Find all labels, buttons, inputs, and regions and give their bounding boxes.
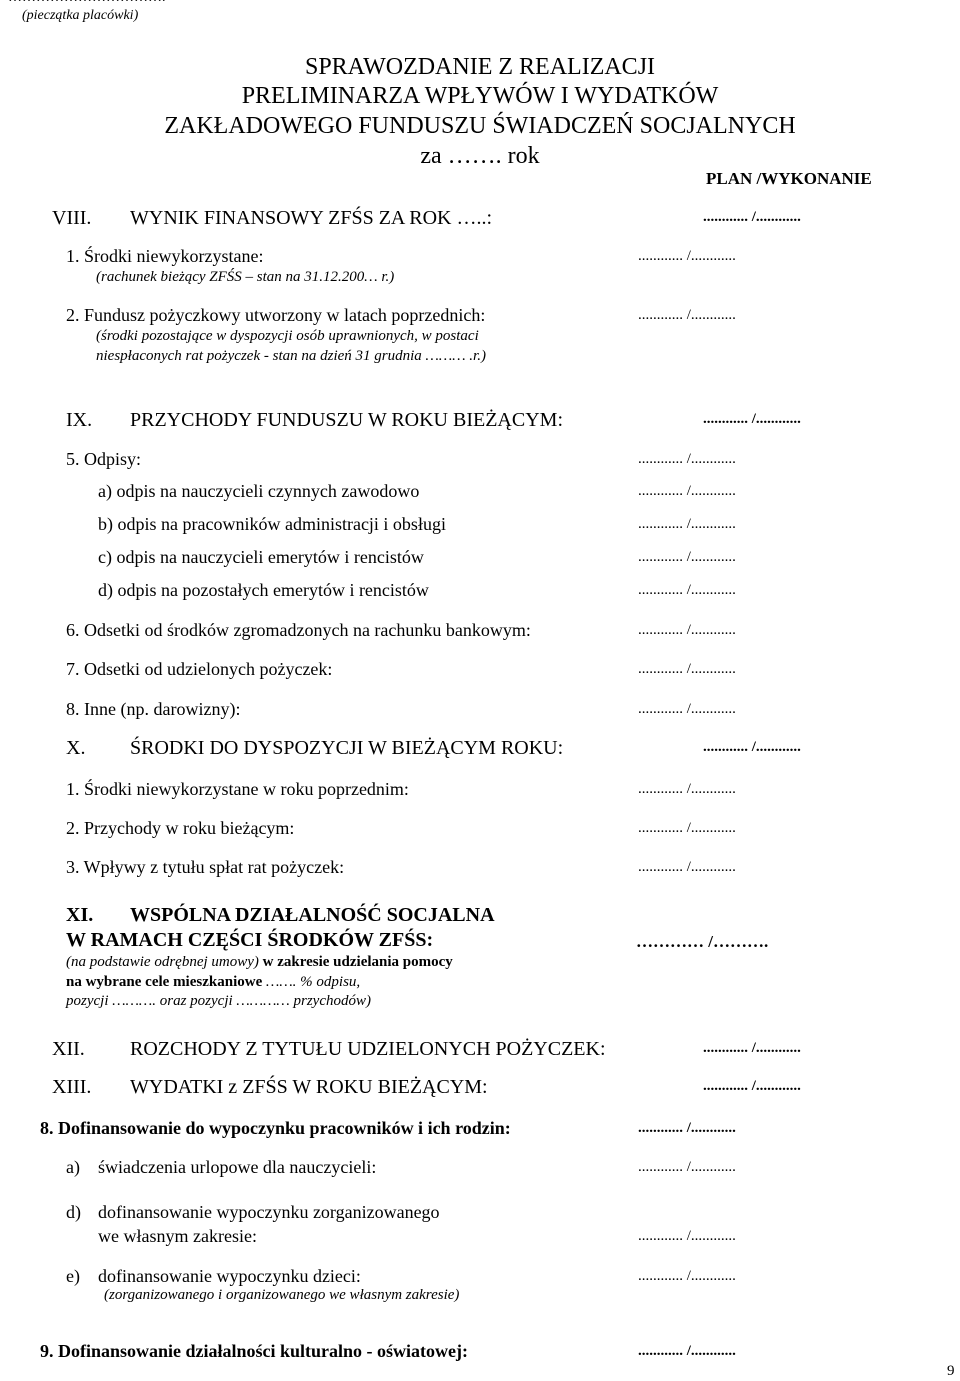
x-1-label: 1. Środki niewykorzystane w roku poprzednim: xyxy=(66,779,409,799)
stamp-dots xyxy=(8,0,166,5)
xi-note-1 xyxy=(66,955,453,970)
section-xi-value: ………… /………. xyxy=(636,932,769,951)
ix-5-label: 5. Odpisy: xyxy=(66,449,142,469)
section-xi-number: XI. xyxy=(66,904,94,926)
viii-1-value: ............ /............ xyxy=(638,248,736,264)
xiii-8-value: ............ /............ xyxy=(638,1120,736,1136)
section-x-number: X. xyxy=(66,737,86,759)
xiii-a-label: świadczenia urlopowe dla nauczycieli: xyxy=(98,1157,377,1177)
x-1-value: ............ /............ xyxy=(638,781,736,797)
section-viii-number: VIII. xyxy=(52,207,92,229)
x-3-label: 3. Wpływy z tytułu spłat rat pożyczek: xyxy=(66,857,345,877)
x-2-value: ............ /............ xyxy=(638,820,736,836)
section-x-title: ŚRODKI DO DYSPOZYCJI W BIEŻĄCYM ROKU: xyxy=(130,737,564,759)
viii-2-note-2: niespłaconych rat pożyczek - stan na dzień 31 grudnia ……… .r.) xyxy=(96,348,486,364)
xi-note-2 xyxy=(66,975,360,990)
section-xiii-number: XIII. xyxy=(52,1076,92,1098)
section-xi-title-2: W RAMACH CZĘŚCI ŚRODKÓW ZFŚS: xyxy=(66,929,434,951)
ix-7-value: ............ /............ xyxy=(638,661,736,677)
xiii-e-value: ............ /............ xyxy=(638,1268,736,1284)
xi-note-1b: w zakresie udzielania pomocy xyxy=(262,954,453,970)
ix-6-value: ............ /............ xyxy=(638,622,736,638)
viii-1-label: 1. Środki niewykorzystane: xyxy=(66,246,264,266)
section-xi-title-1: WSPÓLNA DZIAŁALNOŚĆ SOCJALNA xyxy=(130,904,495,926)
ix-5d-value: ............ /............ xyxy=(638,582,736,598)
xiii-e-note: (zorganizowanego i organizowanego we własnym zakresie) xyxy=(104,1287,460,1303)
xiii-a-letter: a) xyxy=(66,1157,80,1177)
section-viii-title: WYNIK FINANSOWY ZFŚS ZA ROK …..: xyxy=(130,207,493,229)
ix-5c-value: ............ /............ xyxy=(638,549,736,565)
ix-5d-label: d) odpis na pozostałych emerytów i rencistów xyxy=(98,580,429,600)
section-xii-title: ROZCHODY Z TYTUŁU UDZIELONYCH POŻYCZEK: xyxy=(130,1038,606,1060)
xiii-d-label-1: dofinansowanie wypoczynku zorganizowanego xyxy=(98,1202,440,1222)
xiii-d-letter: d) xyxy=(66,1202,81,1222)
title-line-4: za ……. rok xyxy=(420,143,540,169)
section-xiii-title: WYDATKI z ZFŚS W ROKU BIEŻĄCYM: xyxy=(130,1076,488,1098)
xi-note-1a: (na podstawie odrębnej umowy) xyxy=(66,954,263,970)
xiii-9-value: ............ /............ xyxy=(638,1343,736,1359)
ix-5a-value: ............ /............ xyxy=(638,483,736,499)
ix-5-value: ............ /............ xyxy=(638,451,736,467)
xiii-d-value: ............ /............ xyxy=(638,1228,736,1244)
section-xii-value: ............ /............ xyxy=(703,1040,801,1056)
section-ix-title: PRZYCHODY FUNDUSZU W ROKU BIEŻĄCYM: xyxy=(130,409,563,431)
xi-note-3: pozycji ………. oraz pozycji ………… przychodów) xyxy=(66,993,372,1009)
ix-5a-label: a) odpis na nauczycieli czynnych zawodowo xyxy=(98,481,420,501)
section-viii-value: ............ /............ xyxy=(703,209,801,225)
xi-note-2b: ……. % odpisu, xyxy=(262,974,361,990)
section-xiii-value: ............ /............ xyxy=(703,1078,801,1094)
title-line-2: PRELIMINARZA WPŁYWÓW I WYDATKÓW xyxy=(241,83,719,109)
plan-label: PLAN /WYKONANIE xyxy=(706,169,872,188)
viii-2-note-1: (środki pozostające w dyspozycji osób uprawnionych, w postaci xyxy=(96,328,479,344)
viii-2-value: ............ /............ xyxy=(638,307,736,323)
xi-note-2a: na wybrane cele mieszkaniowe xyxy=(66,974,263,990)
ix-5c-label: c) odpis na nauczycieli emerytów i rencistów xyxy=(98,547,424,567)
ix-8-label: 8. Inne (np. darowizny): xyxy=(66,699,241,719)
viii-1-note: (rachunek bieżący ZFŚS – stan na 31.12.200… r.) xyxy=(96,269,395,285)
xiii-e-letter: e) xyxy=(66,1266,80,1286)
section-ix-number: IX. xyxy=(66,409,93,431)
x-2-label: 2. Przychody w roku bieżącym: xyxy=(66,818,295,838)
xiii-d-label-2: we własnym zakresie: xyxy=(98,1226,257,1246)
xiii-8-label: 8. Dofinansowanie do wypoczynku pracowników i ich rodzin: xyxy=(40,1118,511,1138)
viii-2-label: 2. Fundusz pożyczkowy utworzony w latach poprzednich: xyxy=(66,305,486,325)
xiii-9-label: 9. Dofinansowanie działalności kulturalno - oświatowej: xyxy=(40,1341,469,1361)
title-line-1: SPRAWOZDANIE Z REALIZACJI xyxy=(304,54,656,80)
section-x-value: ............ /............ xyxy=(703,739,801,755)
section-xii-number: XII. xyxy=(52,1038,85,1060)
ix-5b-value: ............ /............ xyxy=(638,516,736,532)
page-number: 9 xyxy=(947,1363,955,1379)
ix-5b-label: b) odpis na pracowników administracji i obsługi xyxy=(98,514,446,534)
x-3-value: ............ /............ xyxy=(638,859,736,875)
ix-6-label: 6. Odsetki od środków zgromadzonych na rachunku bankowym: xyxy=(66,620,531,640)
title-line-3: ZAKŁADOWEGO FUNDUSZU ŚWIADCZEŃ SOCJALNYCH xyxy=(164,113,796,139)
ix-8-value: ............ /............ xyxy=(638,701,736,717)
section-ix-value: ............ /............ xyxy=(703,411,801,427)
xiii-a-value: ............ /............ xyxy=(638,1159,736,1175)
stamp-label: (pieczątka placówki) xyxy=(22,8,139,23)
xiii-e-label-1: dofinansowanie wypoczynku dzieci: xyxy=(98,1266,361,1286)
ix-7-label: 7. Odsetki od udzielonych pożyczek: xyxy=(66,659,333,679)
